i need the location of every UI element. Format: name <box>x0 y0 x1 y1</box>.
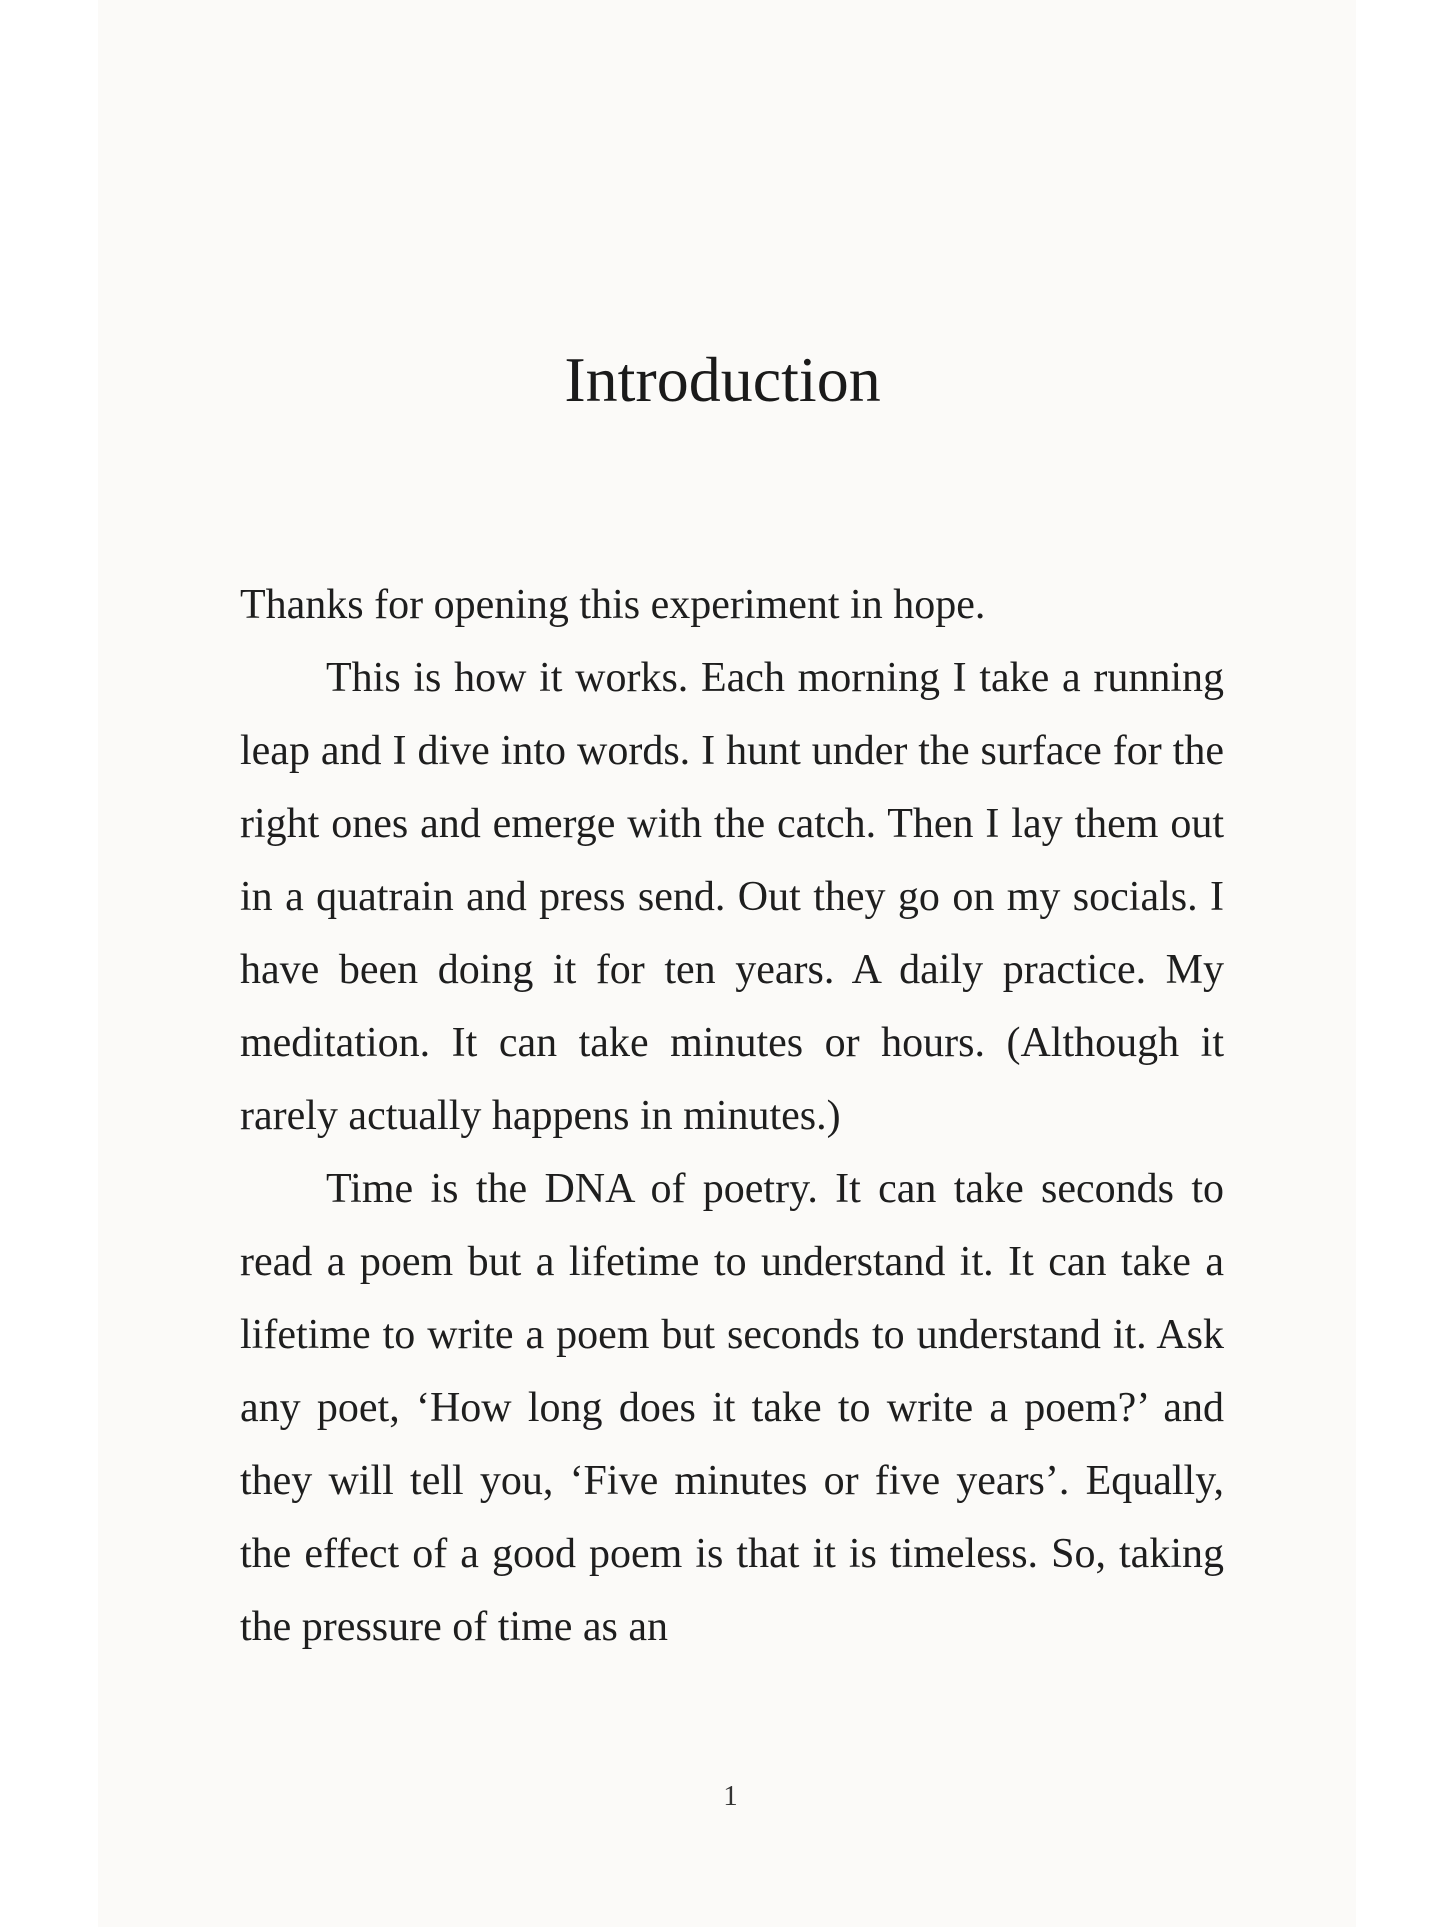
page-number: 1 <box>723 1780 738 1812</box>
paragraph: This is how it works. Each morning I take a running leap and I dive into words. I hunt under the surface for the right ones and emerge with the catch. Then I lay them out in a quatrain and press send. Out they go on my socials. I have been doing it for ten years. A daily practice. My meditation. It can take minutes or hours. (Although it rarely actually happens in minutes.) <box>240 655 1224 1139</box>
paragraph: Time is the DNA of poetry. It can take seconds to read a poem but a lifetime to understand it. It can take a lifetime to write a poem but seconds to understand it. Ask any poet, ‘How long does it take to write a poem?’ and they will tell you, ‘Five minutes or five years’. Equally, the effect of a good poem is that it is timeless. So, taking the pressure of time as an <box>240 1166 1224 1650</box>
body-text <box>240 569 1224 1664</box>
paragraph: Thanks for opening this experiment in hope. <box>240 582 986 628</box>
chapter-title: Introduction <box>564 344 881 415</box>
